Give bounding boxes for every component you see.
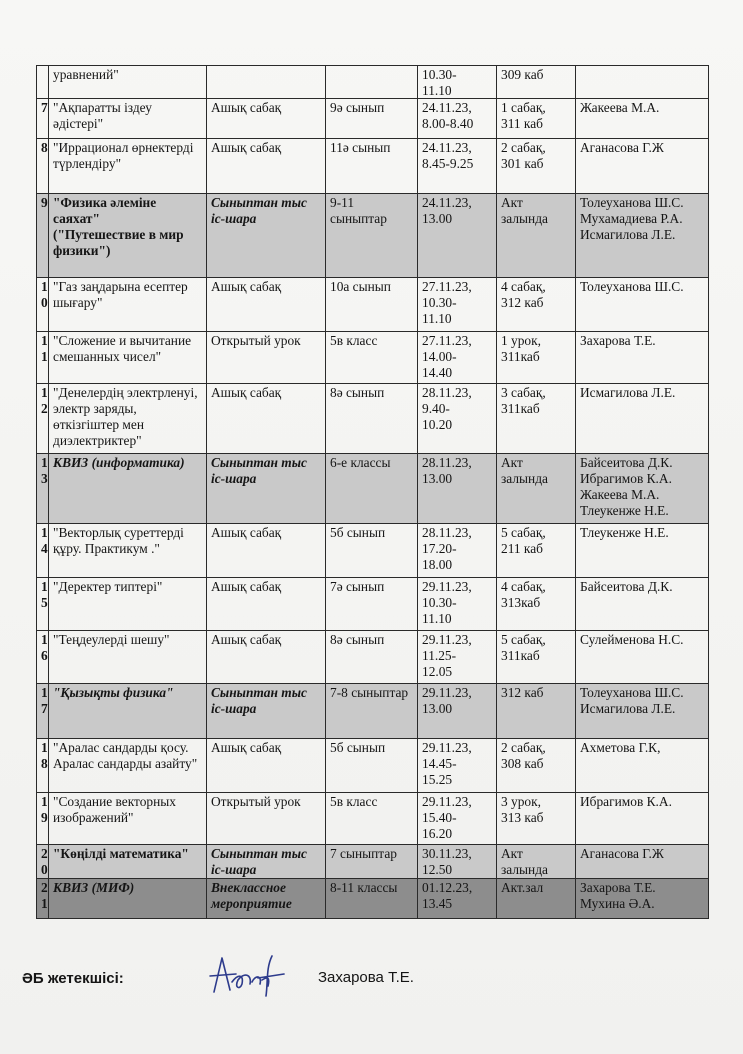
event-class: 5б сынып [326, 739, 418, 793]
event-class: 7ә сынып [326, 578, 418, 631]
row-number: 12 [37, 384, 49, 454]
event-title: "Векторлық суреттерді құру. Практикум ." [49, 524, 207, 578]
event-date: 29.11.23, 14.45- 15.25 [418, 739, 497, 793]
event-teacher: Байсеитова Д.К. [576, 578, 709, 631]
event-class: 6-е классы [326, 454, 418, 524]
event-title: "Физика әлеміне саяхат" ("Путешествие в мир физики") [49, 194, 207, 278]
event-type: Ашық сабақ [207, 739, 326, 793]
event-teacher: Ибрагимов К.А. [576, 793, 709, 845]
event-title: "Қызықты физика" [49, 684, 207, 739]
event-teacher: Захарова Т.Е. Мухина Ә.А. [576, 879, 709, 919]
event-class: 9-11 сыныптар [326, 194, 418, 278]
table-row [37, 879, 709, 919]
event-place: 2 сабақ, 308 каб [497, 739, 576, 793]
event-type: Внеклассное мероприятие [207, 879, 326, 919]
row-number: 18 [37, 739, 49, 793]
event-date: 28.11.23, 13.00 [418, 454, 497, 524]
event-place: Акт залында [497, 454, 576, 524]
event-date: 29.11.23, 15.40- 16.20 [418, 793, 497, 845]
event-type: Ашық сабақ [207, 139, 326, 194]
event-date: 29.11.23, 11.25- 12.05 [418, 631, 497, 684]
row-number: 20 [37, 845, 49, 879]
event-type: Ашық сабақ [207, 99, 326, 139]
head-of-mo-label: ӘБ жетекшісі: [22, 970, 124, 987]
table-row [37, 99, 709, 139]
event-type: Ашық сабақ [207, 631, 326, 684]
table-row [37, 332, 709, 384]
event-type: Сыныптан тыс іс-шара [207, 845, 326, 879]
event-type: Открытый урок [207, 332, 326, 384]
row-number: 15 [37, 578, 49, 631]
event-teacher: Байсеитова Д.К. Ибрагимов К.А. Жакеева М.А. Тлеукенже Н.Е. [576, 454, 709, 524]
event-type: Ашық сабақ [207, 578, 326, 631]
event-place: 1 сабақ, 311 каб [497, 99, 576, 139]
event-class: 5в класс [326, 793, 418, 845]
event-teacher: Толеуханова Ш.С. Исмагилова Л.Е. [576, 684, 709, 739]
event-title: уравнений" [49, 66, 207, 99]
table-row [37, 684, 709, 739]
event-place: Акт залында [497, 845, 576, 879]
event-type: Сыныптан тыс іс-шара [207, 684, 326, 739]
event-date: 24.11.23, 13.00 [418, 194, 497, 278]
event-place: 5 сабақ, 211 каб [497, 524, 576, 578]
event-teacher: Сулейменова Н.С. [576, 631, 709, 684]
event-class: 8ә сынып [326, 384, 418, 454]
event-title: "Сложение и вычитание смешанных чисел" [49, 332, 207, 384]
event-type: Ашық сабақ [207, 278, 326, 332]
event-type: Сыныптан тыс іс-шара [207, 454, 326, 524]
event-title: "Иррационал өрнектерді түрлендіру" [49, 139, 207, 194]
event-date: 27.11.23, 14.00- 14.40 [418, 332, 497, 384]
table-row [37, 524, 709, 578]
event-title: "Көңілді математика" [49, 845, 207, 879]
event-date: 01.12.23, 13.45 [418, 879, 497, 919]
event-teacher: Аганасова Г.Ж [576, 845, 709, 879]
row-number: 9 [37, 194, 49, 278]
event-class: 7 сыныптар [326, 845, 418, 879]
event-teacher: Исмагилова Л.Е. [576, 384, 709, 454]
event-date: 10.30- 11.10 [418, 66, 497, 99]
event-title: "Денелердің электрленуі, электр заряды, өткізгіштер мен диэлектриктер" [49, 384, 207, 454]
row-number: 11 [37, 332, 49, 384]
event-place: 2 сабақ, 301 каб [497, 139, 576, 194]
event-class: 10а сынып [326, 278, 418, 332]
event-teacher: Жакеева М.А. [576, 99, 709, 139]
event-place: 3 сабақ, 311каб [497, 384, 576, 454]
event-class: 8-11 классы [326, 879, 418, 919]
row-number: 8 [37, 139, 49, 194]
table-row [37, 384, 709, 454]
event-date: 24.11.23, 8.00-8.40 [418, 99, 497, 139]
event-place: Акт.зал [497, 879, 576, 919]
event-title: "Создание векторных изображений" [49, 793, 207, 845]
event-date: 27.11.23, 10.30- 11.10 [418, 278, 497, 332]
event-teacher: Толеуханова Ш.С. [576, 278, 709, 332]
event-date: 28.11.23, 9.40- 10.20 [418, 384, 497, 454]
table-row [37, 66, 709, 99]
event-class: 8ә сынып [326, 631, 418, 684]
event-class: 9ә сынып [326, 99, 418, 139]
table-row [37, 278, 709, 332]
row-number: 10 [37, 278, 49, 332]
event-date: 24.11.23, 8.45-9.25 [418, 139, 497, 194]
event-place: 3 урок, 313 каб [497, 793, 576, 845]
event-class: 5б сынып [326, 524, 418, 578]
row-number [37, 66, 49, 99]
event-place: 309 каб [497, 66, 576, 99]
table-row [37, 631, 709, 684]
event-type: Сыныптан тыс іс-шара [207, 194, 326, 278]
event-type: Открытый урок [207, 793, 326, 845]
event-teacher: Захарова Т.Е. [576, 332, 709, 384]
row-number: 7 [37, 99, 49, 139]
event-place: 1 урок, 311каб [497, 332, 576, 384]
row-number: 21 [37, 879, 49, 919]
event-place: 312 каб [497, 684, 576, 739]
event-place: 4 сабақ, 312 каб [497, 278, 576, 332]
table-row [37, 578, 709, 631]
row-number: 14 [37, 524, 49, 578]
event-title: "Теңдеулерді шешу" [49, 631, 207, 684]
event-title: "Ақпаратты іздеу әдістері" [49, 99, 207, 139]
event-teacher [576, 66, 709, 99]
event-type: Ашық сабақ [207, 384, 326, 454]
event-title: "Аралас сандарды қосу. Аралас сандарды азайту" [49, 739, 207, 793]
row-number: 13 [37, 454, 49, 524]
table-row [37, 454, 709, 524]
head-of-mo-name: Захарова Т.Е. [318, 969, 414, 986]
event-title: КВИЗ (МИФ) [49, 879, 207, 919]
event-class: 7-8 сыныптар [326, 684, 418, 739]
event-title: "Газ заңдарына есептер шығару" [49, 278, 207, 332]
table-row [37, 739, 709, 793]
handwritten-signature [196, 952, 286, 1000]
event-date: 29.11.23, 13.00 [418, 684, 497, 739]
event-class: 5в класс [326, 332, 418, 384]
event-type [207, 66, 326, 99]
event-place: 5 сабақ, 311каб [497, 631, 576, 684]
event-teacher: Аганасова Г.Ж [576, 139, 709, 194]
event-date: 28.11.23, 17.20- 18.00 [418, 524, 497, 578]
table-row [37, 845, 709, 879]
event-teacher: Тлеукенже Н.Е. [576, 524, 709, 578]
table-row [37, 793, 709, 845]
event-title: "Деректер типтері" [49, 578, 207, 631]
event-class: 11ә сынып [326, 139, 418, 194]
row-number: 17 [37, 684, 49, 739]
table-row [37, 139, 709, 194]
event-place: 4 сабақ, 313каб [497, 578, 576, 631]
row-number: 19 [37, 793, 49, 845]
event-class [326, 66, 418, 99]
event-place: Акт залында [497, 194, 576, 278]
event-teacher: Ахметова Г.К, [576, 739, 709, 793]
event-type: Ашық сабақ [207, 524, 326, 578]
events-table [36, 65, 709, 919]
table-row [37, 194, 709, 278]
event-teacher: Толеуханова Ш.С. Мухамадиева Р.А. Исмагилова Л.Е. [576, 194, 709, 278]
event-title: КВИЗ (информатика) [49, 454, 207, 524]
event-date: 30.11.23, 12.50 [418, 845, 497, 879]
event-date: 29.11.23, 10.30- 11.10 [418, 578, 497, 631]
row-number: 16 [37, 631, 49, 684]
